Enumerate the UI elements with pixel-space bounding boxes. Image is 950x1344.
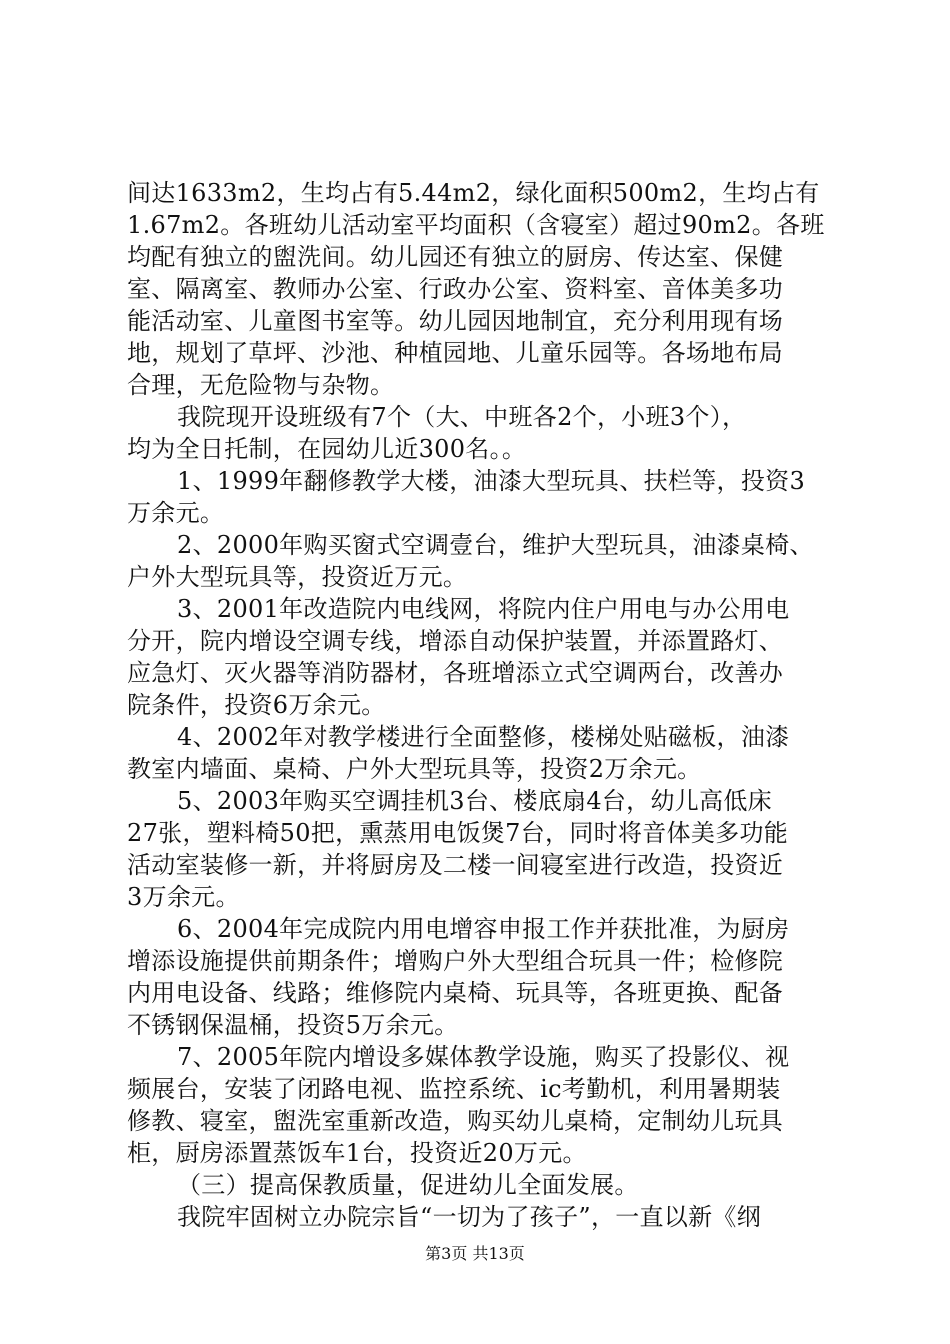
text-line: 我院牢固树立办院宗旨“一切为了孩子”，一直以新《纲 (177, 1203, 762, 1231)
text-line: 3万余元。 (127, 883, 240, 911)
page-number-footer: 第3页 共13页 (425, 1244, 525, 1263)
text-line: 室、隔离室、教师办公室、行政办公室、资料室、音体美多功 (127, 275, 784, 303)
text-line: （三）提高保教质量，促进幼儿全面发展。 (177, 1171, 639, 1199)
text-line: 2、2000年购买窗式空调壹台，维护大型玩具，油漆桌椅、 (177, 531, 814, 559)
text-line: 能活动室、儿童图书室等。幼儿园因地制宜，充分利用现有场 (127, 307, 784, 335)
text-line: 应急灯、灭火器等消防器材，各班增添立式空调两台，改善办 (127, 659, 784, 687)
text-line: 院条件，投资6万余元。 (127, 691, 386, 719)
text-line: 内用电设备、线路；维修院内桌椅、玩具等，各班更换、配备 (127, 979, 784, 1007)
text-line: 我院现开设班级有7个（大、中班各2个，小班3个）， (177, 403, 747, 431)
text-line: 万余元。 (127, 499, 225, 527)
text-line: 均为全日托制，在园幼儿近300名。。 (127, 435, 527, 463)
text-line: 合理，无危险物与杂物。 (127, 371, 395, 399)
text-line: 活动室装修一新，并将厨房及二楼一间寝室进行改造，投资近 (127, 851, 784, 879)
text-line: 增添设施提供前期条件；增购户外大型组合玩具一件；检修院 (127, 947, 784, 975)
text-line: 6、2004年完成院内用电增容申报工作并获批准，为厨房 (177, 915, 790, 943)
text-line: 修教、寝室，盥洗室重新改造，购买幼儿桌椅，定制幼儿玩具 (127, 1107, 784, 1135)
text-line: 教室内墙面、桌椅、户外大型玩具等，投资2万余元。 (127, 755, 702, 783)
text-line: 户外大型玩具等，投资近万元。 (127, 563, 468, 591)
text-line: 不锈钢保温桶，投资5万余元。 (127, 1011, 459, 1039)
text-line: 地，规划了草坪、沙池、种植园地、儿童乐园等。各场地布局 (127, 339, 784, 367)
text-line: 频展台，安装了闭路电视、监控系统、ic考勤机，利用暑期装 (127, 1075, 781, 1103)
text-line: 1、1999年翻修教学大楼，油漆大型玩具、扶栏等，投资3 (177, 467, 806, 495)
text-line: 分开，院内增设空调专线，增添自动保护装置，并添置路灯、 (127, 627, 784, 655)
text-line: 3、2001年改造院内电线网，将院内住户用电与办公用电 (177, 595, 790, 623)
text-line: 柜，厨房添置蒸饭车1台，投资近20万元。 (127, 1139, 587, 1167)
text-line: 均配有独立的盥洗间。幼儿园还有独立的厨房、传达室、保健 (127, 243, 784, 271)
text-line: 7、2005年院内增设多媒体教学设施，购买了投影仪、视 (177, 1043, 790, 1071)
text-line: 27张，塑料椅50把，熏蒸用电饭煲7台，同时将音体美多功能 (127, 819, 789, 847)
text-line: 1.67m2。各班幼儿活动室平均面积（含寝室）超过90m2。各班 (127, 211, 825, 239)
text-line: 5、2003年购买空调挂机3台、楼底扇4台，幼儿高低床 (177, 787, 772, 815)
text-line: 4、2002年对教学楼进行全面整修，楼梯处贴磁板，油漆 (177, 723, 790, 751)
document-body (127, 177, 847, 1233)
text-line: 间达1633m2，生均占有5.44m2，绿化面积500m2，生均占有 (127, 179, 820, 207)
